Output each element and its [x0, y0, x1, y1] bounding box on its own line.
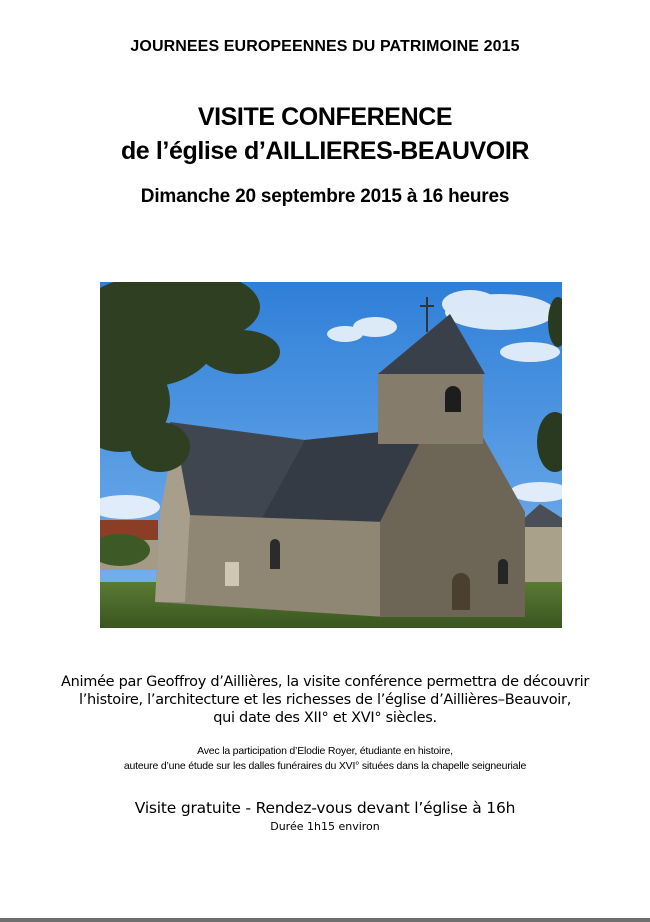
choir-window: [498, 559, 508, 584]
title-line-1: VISITE CONFERENCE: [197, 103, 453, 131]
participation-line-2: auteure d’une étude sur les dalles funéraires du XVI° situées dans la chapelle seigneuriale: [123, 760, 527, 772]
annex-building: [520, 522, 562, 592]
choir-door: [452, 573, 470, 610]
belfry-opening: [445, 386, 461, 412]
description-line-1: Animée par Geoffroy d’Aillières, la visite conférence permettra de découvrir: [61, 674, 589, 690]
participation-line-1: Avec la participation d’Elodie Royer, étudiante en histoire,: [197, 745, 453, 757]
event-date: Dimanche 20 septembre 2015 à 16 heures: [140, 186, 510, 207]
event-heading: JOURNEES EUROPEENNES DU PATRIMOINE 2015: [130, 38, 520, 55]
bell-tower: [378, 372, 483, 444]
nave-window: [270, 539, 280, 569]
description-line-2: l’histoire, l’architecture et les richesses de l’église d’Aillières–Beauvoir,: [78, 692, 572, 708]
visit-info: Visite gratuite - Rendez-vous devant l’église à 16h: [134, 799, 516, 817]
description-line-3: qui date des XII° et XVI° siècles.: [213, 710, 437, 726]
side-door: [225, 562, 239, 586]
page-bottom-edge: [0, 918, 650, 922]
visit-duration: Durée 1h15 environ: [270, 820, 380, 833]
church-photo: [100, 282, 562, 628]
title-line-2: de l’église d’AILLIERES-BEAUVOIR: [120, 137, 530, 165]
